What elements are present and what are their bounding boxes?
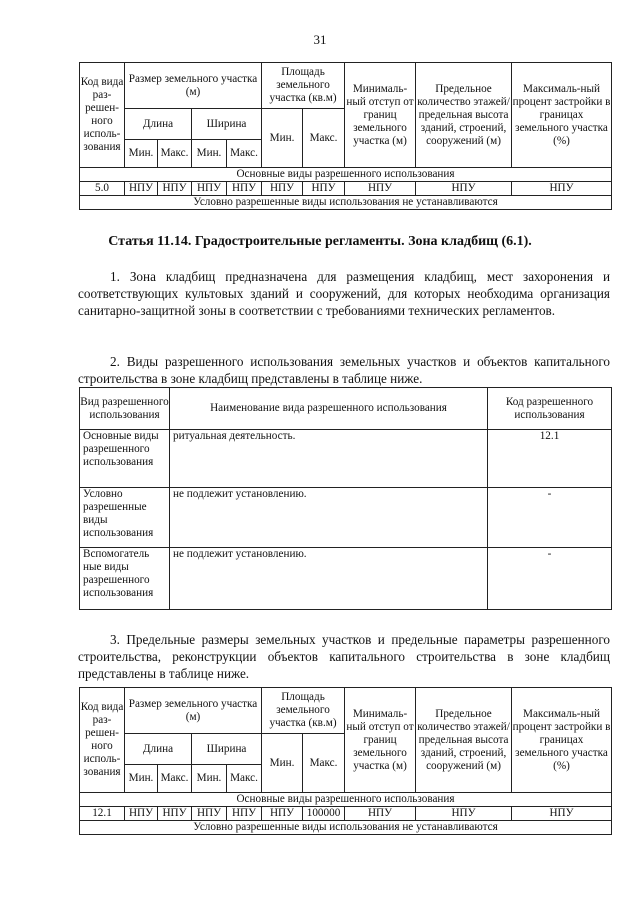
cell-floors: НПУ (416, 182, 512, 196)
cell-setback: НПУ (345, 807, 416, 821)
cell-area-max: НПУ (303, 182, 345, 196)
header-width: Ширина (192, 109, 262, 140)
cell-length-min: НПУ (125, 807, 158, 821)
cell-area-min: НПУ (262, 807, 303, 821)
header-area-max: Макс. (303, 109, 345, 168)
article-title: Статья 11.14. Градостроительные регламенты. Зона кладбищ (6.1). (108, 234, 532, 249)
header-coverage: Максималь-ный процент застройки в границах земельного участка (%) (512, 63, 612, 168)
cell-length-max: НПУ (158, 807, 192, 821)
header-floors: Предельное количество этажей/ предельная высота зданий, строений, сооружений (м) (416, 63, 512, 168)
header-length-max: Макс. (158, 140, 192, 168)
header-use-code: Код разрешенного использования (488, 388, 612, 430)
header-area-min: Мин. (262, 109, 303, 168)
header-length-max: Макс. (158, 765, 192, 793)
table-row (80, 488, 612, 548)
header-floors: Предельное количество этажей/ предельная высота зданий, строений, сооружений (м) (416, 688, 512, 793)
header-plot-size: Размер земельного участка (м) (125, 63, 262, 109)
header-use-name: Наименование вида разрешенного использования (170, 388, 488, 430)
use-name-conditional: не подлежит установлению. (170, 488, 488, 548)
header-width: Ширина (192, 734, 262, 765)
permitted-uses-table (79, 387, 612, 610)
header-code: Код вида раз-решен-ного исполь-зования (80, 688, 125, 793)
header-length: Длина (125, 109, 192, 140)
cell-area-min: НПУ (262, 182, 303, 196)
cell-code: 12.1 (80, 807, 125, 821)
cell-code: 5.0 (80, 182, 125, 196)
use-name-auxiliary: не подлежит установлению. (170, 548, 488, 610)
page-number: 31 (313, 32, 327, 47)
header-plot-size: Размер земельного участка (м) (125, 688, 262, 734)
cell-width-max: НПУ (227, 182, 262, 196)
cell-floors: НПУ (416, 807, 512, 821)
header-code: Код вида раз-решен-ного исполь-зования (80, 63, 125, 168)
table-row (80, 807, 612, 821)
parameters-table-top (79, 62, 612, 210)
cell-area-max: 100000 (303, 807, 345, 821)
header-width-min: Мин. (192, 140, 227, 168)
header-setback: Минималь-ный отступ от границ земельного участка (м) (345, 63, 416, 168)
header-coverage: Максималь-ный процент застройки в границах земельного участка (%) (512, 688, 612, 793)
cell-length-min: НПУ (125, 182, 158, 196)
cell-setback: НПУ (345, 182, 416, 196)
paragraph-1: 1. Зона кладбищ предназначена для размещения кладбищ, мест захоронения и соответствующих культовых зданий и сооружений, для которых необходима организация санитарно-защитной зоны в соответствии с требованиями технических регламентов. (78, 269, 610, 318)
table-row (80, 548, 612, 610)
header-width-max: Макс. (227, 140, 262, 168)
header-area-min: Мин. (262, 734, 303, 793)
header-length-min: Мин. (125, 140, 158, 168)
cell-width-min: НПУ (192, 182, 227, 196)
header-width-min: Мин. (192, 765, 227, 793)
use-type-auxiliary: Вспомогатель ные виды разрешенного использования (80, 548, 170, 610)
cell-width-min: НПУ (192, 807, 227, 821)
header-use-type: Вид разрешенного использования (80, 388, 170, 430)
paragraph-3: 3. Предельные размеры земельных участков и предельные параметры разрешенного строительства, реконструкции объектов капитального строительства в зоне кладбищ представлены в таблице ниже. (78, 632, 610, 681)
section-conditional-uses: Условно разрешенные виды использования не устанавливаются (80, 821, 612, 835)
section-conditional-uses: Условно разрешенные виды использования не устанавливаются (80, 196, 612, 210)
cell-width-max: НПУ (227, 807, 262, 821)
cell-coverage: НПУ (512, 182, 612, 196)
header-setback: Минималь-ный отступ от границ земельного участка (м) (345, 688, 416, 793)
header-area-max: Макс. (303, 734, 345, 793)
table-row (80, 430, 612, 488)
header-length-min: Мин. (125, 765, 158, 793)
header-area: Площадь земельного участка (кв.м) (262, 688, 345, 734)
header-length: Длина (125, 734, 192, 765)
section-main-uses: Основные виды разрешенного использования (80, 793, 612, 807)
table-row (80, 182, 612, 196)
use-code-main: 12.1 (488, 430, 612, 488)
use-code-auxiliary: - (488, 548, 612, 610)
header-width-max: Макс. (227, 765, 262, 793)
cell-length-max: НПУ (158, 182, 192, 196)
use-name-main: ритуальная деятельность. (170, 430, 488, 488)
use-type-conditional: Условно разрешенные виды использования (80, 488, 170, 548)
section-main-uses: Основные виды разрешенного использования (80, 168, 612, 182)
cell-coverage: НПУ (512, 807, 612, 821)
use-code-conditional: - (488, 488, 612, 548)
use-type-main: Основные виды разрешенного использования (80, 430, 170, 488)
parameters-table-bottom (79, 687, 612, 835)
paragraph-2: 2. Виды разрешенного использования земельных участков и объектов капитального строительства в зоне кладбищ представлены в таблице ниже. (78, 354, 610, 386)
header-area: Площадь земельного участка (кв.м) (262, 63, 345, 109)
